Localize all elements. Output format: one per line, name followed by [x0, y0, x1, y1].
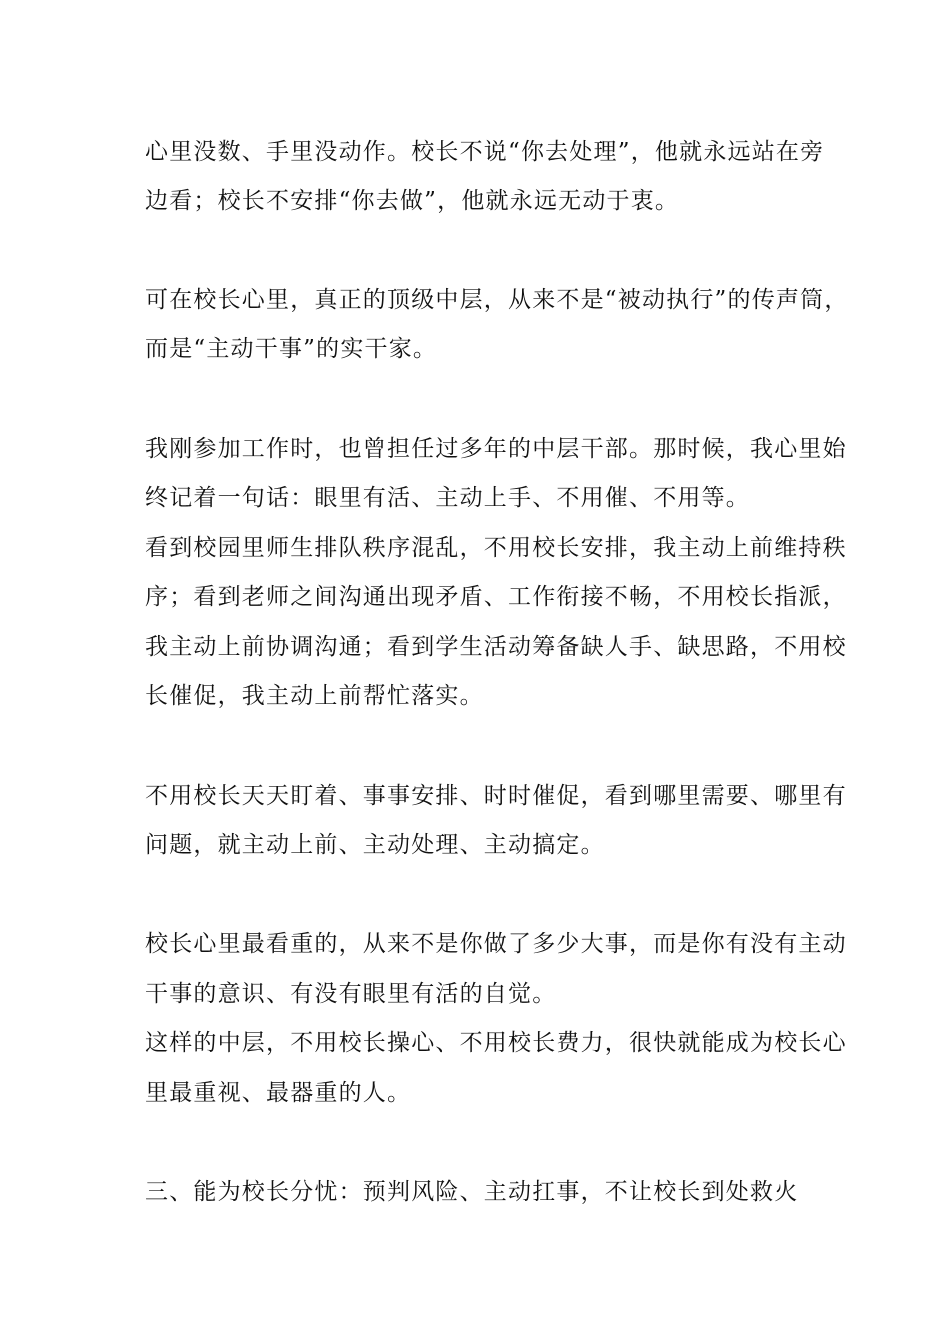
text-line: 而是“主动干事”的实干家。	[145, 336, 438, 362]
text-line: 干事的意识、有没有眼里有活的自觉。	[145, 981, 557, 1007]
text-line: 校长心里最看重的，从来不是你做了多少大事，而是你有没有主动	[145, 931, 847, 957]
text-line: 看到校园里师生排队秩序混乱，不用校长安排，我主动上前维持秩	[145, 535, 847, 561]
text-line: 问题，就主动上前、主动处理、主动搞定。	[145, 832, 605, 858]
text-line: 长催促，我主动上前帮忙落实。	[145, 683, 484, 709]
text-line: 里最重视、最器重的人。	[145, 1080, 412, 1106]
text-line: 可在校长心里，真正的顶级中层，从来不是“被动执行”的传声筒，	[145, 287, 849, 313]
section-heading: 三、能为校长分忧：预判风险、主动扛事，不让校长到处救火	[145, 1179, 799, 1205]
text-line: 终记着一句话：眼里有活、主动上手、不用催、不用等。	[145, 485, 750, 511]
text-line: 这样的中层，不用校长操心、不用校长费力，很快就能成为校长心	[145, 1030, 847, 1056]
text-line: 我刚参加工作时，也曾担任过多年的中层干部。那时候，我心里始	[145, 436, 847, 462]
text-line: 序；看到老师之间沟通出现矛盾、工作衔接不畅，不用校长指派，	[145, 584, 847, 610]
text-line: 边看；校长不安排“你去做”，他就永远无动于衷。	[145, 188, 680, 214]
text-line: 不用校长天天盯着、事事安排、时时催促，看到哪里需要、哪里有	[145, 783, 847, 809]
text-line: 心里没数、手里没动作。校长不说“你去处理”，他就永远站在旁	[145, 139, 825, 165]
text-line: 我主动上前协调沟通；看到学生活动筹备缺人手、缺思路，不用校	[145, 634, 847, 660]
